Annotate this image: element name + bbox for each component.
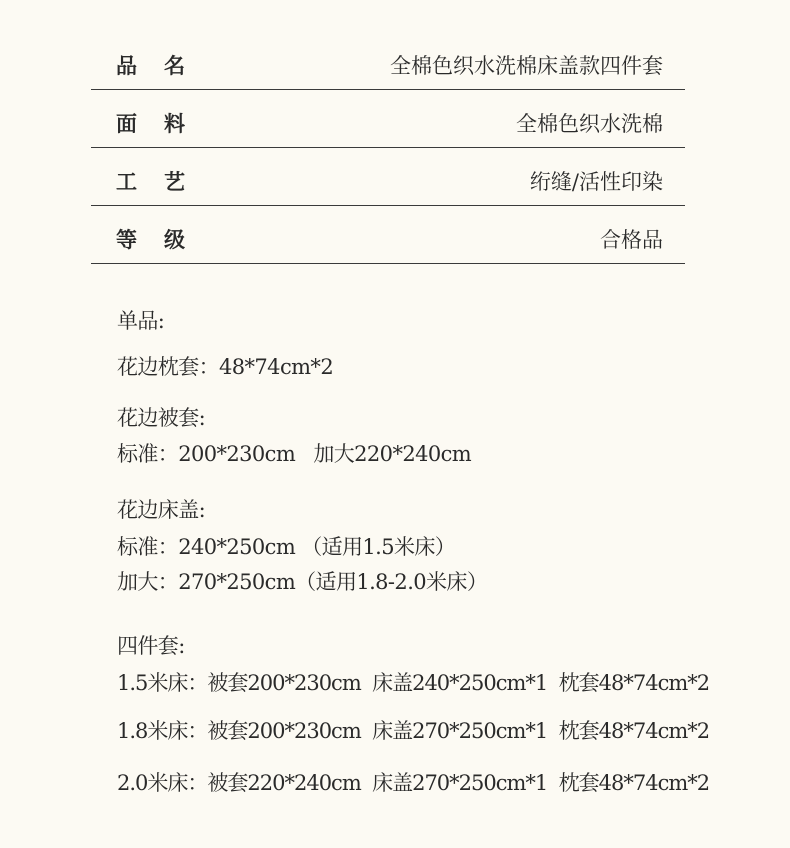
spec-label: 面料 xyxy=(116,111,212,136)
spec-table xyxy=(91,32,685,264)
spec-row-grade xyxy=(91,206,685,264)
set-1-5m-bed: 1.5米床：被套200*230cm 床盖240*250cm*1 枕套48*74cm*2 xyxy=(117,671,710,695)
spec-value: 绗缝/活性印染 xyxy=(529,170,663,194)
spec-label: 品名 xyxy=(116,53,212,78)
spec-label: 工艺 xyxy=(116,169,212,194)
set-heading: 四件套: xyxy=(117,634,185,658)
set-2-0m-bed: 2.0米床：被套220*240cm 床盖270*250cm*1 枕套48*74cm*2 xyxy=(117,771,710,795)
spec-label: 等级 xyxy=(116,227,212,252)
spec-row-craft xyxy=(91,148,685,206)
set-1-8m-bed: 1.8米床：被套200*230cm 床盖270*250cm*1 枕套48*74cm*2 xyxy=(117,719,710,743)
spec-value: 全棉色织水洗棉床盖款四件套 xyxy=(390,54,663,78)
spec-row-product-name xyxy=(91,32,685,90)
single-items-heading: 单品: xyxy=(117,309,165,333)
bedspread-standard-size: 标准：240*250cm （适用1.5米床） xyxy=(117,535,456,559)
spec-row-fabric xyxy=(91,90,685,148)
pillowcase-size: 花边枕套：48*74cm*2 xyxy=(117,355,334,379)
duvet-sizes: 标准：200*230cm 加大220*240cm xyxy=(117,442,472,466)
bedspread-heading: 花边床盖: xyxy=(117,498,206,522)
spec-value: 合格品 xyxy=(600,228,663,252)
spec-value: 全棉色织水洗棉 xyxy=(516,112,663,136)
bedspread-large-size: 加大：270*250cm（适用1.8-2.0米床） xyxy=(117,570,488,594)
duvet-heading: 花边被套: xyxy=(117,406,206,430)
